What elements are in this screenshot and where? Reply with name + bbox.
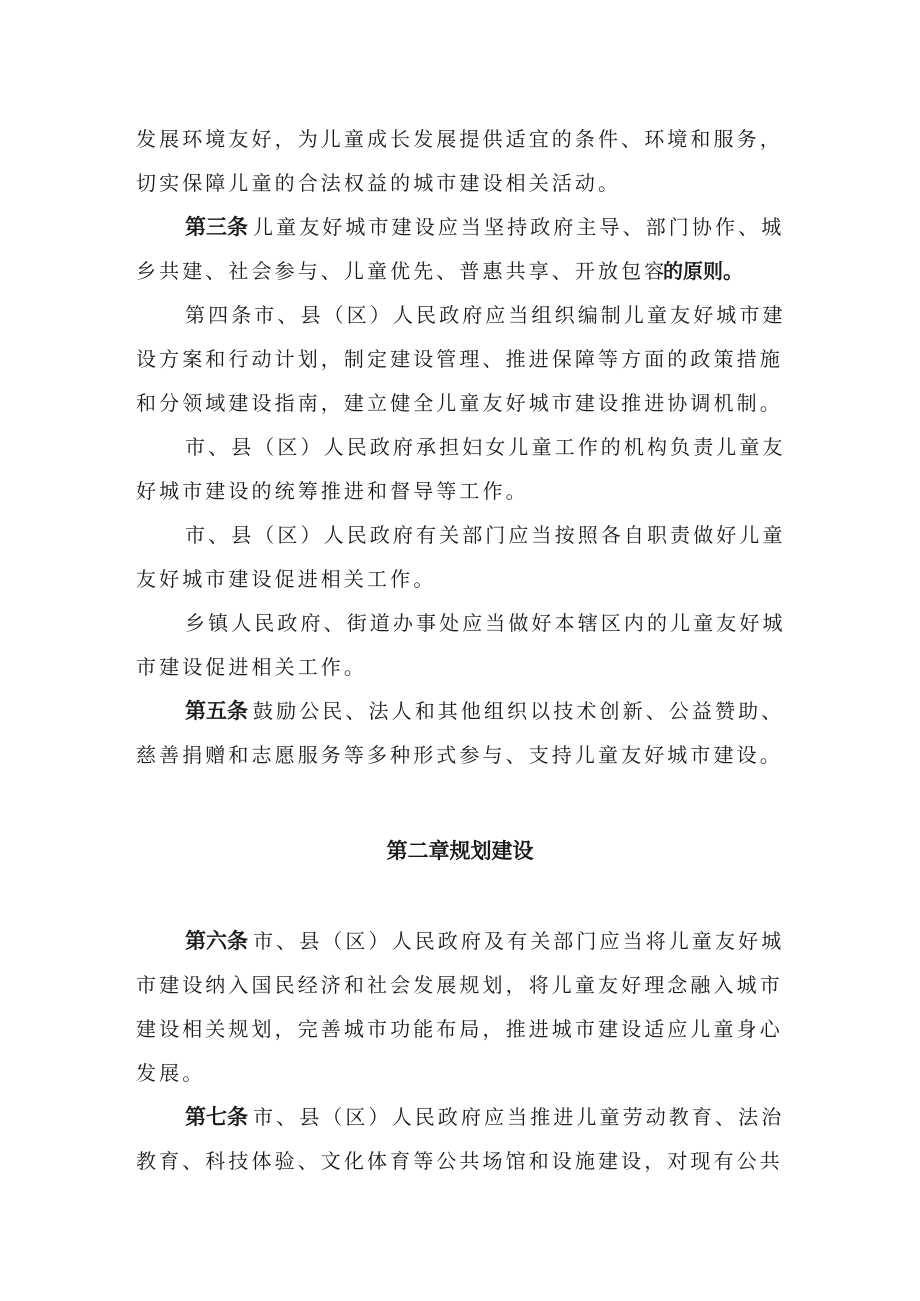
line-text: 好城市建设的统筹推进和督导等工作。 bbox=[136, 479, 529, 503]
article-label: 第七条 bbox=[185, 1105, 248, 1129]
text-line bbox=[0, 432, 920, 462]
line-text: 友好城市建设促进相关工作。 bbox=[136, 567, 437, 591]
line-text: 鼓励公民、法人和其他组织以技术创新、公益赞助、 bbox=[253, 699, 785, 723]
text-line bbox=[0, 1146, 920, 1176]
text-line bbox=[0, 168, 920, 198]
article-7-line bbox=[0, 1102, 920, 1132]
text-line bbox=[0, 740, 920, 770]
text-line bbox=[0, 124, 920, 154]
line-text: 市、县（区）人民政府及有关部门应当将儿童友好城 bbox=[253, 929, 785, 953]
article-3-line bbox=[0, 212, 920, 242]
text-line bbox=[0, 1014, 920, 1044]
text-line bbox=[0, 608, 920, 638]
line-text: 市、县（区）人民政府有关部门应当按照各自职责做好儿童 bbox=[185, 523, 786, 547]
article-6-line bbox=[0, 926, 920, 956]
line-text: 市建设促进相关工作。 bbox=[136, 655, 367, 679]
text-line bbox=[0, 520, 920, 550]
line-text: 乡镇人民政府、街道办事处应当做好本辖区内的儿童友好城 bbox=[185, 611, 786, 635]
line-text: 市、县（区）人民政府承担妇女儿童工作的机构负责儿童友 bbox=[185, 435, 786, 459]
text-line bbox=[0, 300, 920, 330]
line-text: 发展环境友好，为儿童成长发展提供适宜的条件、环境和服务， bbox=[136, 127, 783, 151]
line-text: 第四条市、县（区）人民政府应当组织编制儿童友好城市建 bbox=[185, 303, 786, 327]
line-text: 市建设纳入国民经济和社会发展规划，将儿童友好理念融入城市 bbox=[136, 973, 783, 997]
text-line bbox=[0, 256, 920, 286]
bold-text: 的原则。 bbox=[663, 259, 743, 283]
text-line bbox=[0, 344, 920, 374]
chapter-heading: 第二章规划建设 bbox=[386, 839, 534, 863]
text-line bbox=[0, 388, 920, 418]
text-line bbox=[0, 970, 920, 1000]
text-line bbox=[0, 652, 920, 682]
article-label: 第三条 bbox=[185, 215, 248, 239]
line-text: 发展。 bbox=[136, 1061, 206, 1085]
text-line bbox=[0, 476, 920, 506]
text-line bbox=[0, 1058, 920, 1088]
article-5-line bbox=[0, 696, 920, 726]
line-text: 建设相关规划，完善城市功能布局，推进城市建设适应儿童身心 bbox=[136, 1017, 783, 1041]
line-text: 切实保障儿童的合法权益的城市建设相关活动。 bbox=[136, 171, 622, 195]
text-line bbox=[0, 564, 920, 594]
line-text: 市、县（区）人民政府应当推进儿童劳动教育、法治 bbox=[253, 1105, 785, 1129]
line-text: 教育、科技体验、文化体育等公共场馆和设施建设，对现有公共 bbox=[136, 1149, 783, 1173]
article-label: 第六条 bbox=[185, 929, 248, 953]
line-text: 乡共建、社会参与、儿童优先、普惠共享、开放包容 bbox=[136, 259, 668, 283]
line-text: 儿童友好城市建设应当坚持政府主导、部门协作、城 bbox=[253, 215, 785, 239]
line-text: 慈善捐赠和志愿服务等多种形式参与、支持儿童友好城市建设。 bbox=[136, 743, 783, 767]
article-label: 第五条 bbox=[185, 699, 248, 723]
line-text: 和分领域建设指南，建立健全儿童友好城市建设推进协调机制。 bbox=[136, 391, 783, 415]
line-text: 设方案和行动计划，制定建设管理、推进保障等方面的政策措施 bbox=[136, 347, 783, 371]
